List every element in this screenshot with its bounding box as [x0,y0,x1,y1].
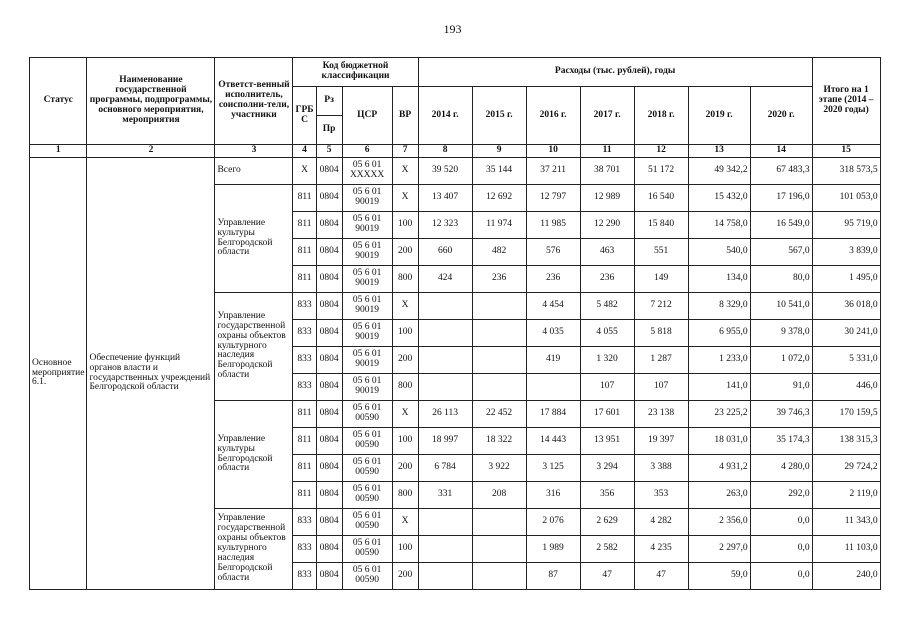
csr-cell: 05 6 01 00590 [342,563,392,590]
total-cell: 30 241,0 [812,320,880,347]
column-number-row [30,145,881,158]
vr-cell: 800 [392,266,418,293]
year-value-cell: 38 701 [580,158,634,185]
year-value-cell: 331 [418,482,472,509]
header-year-2016: 2016 г. [526,87,580,145]
grbs-cell: 833 [293,536,316,563]
year-value-cell: 419 [526,347,580,374]
year-value-cell: 236 [526,266,580,293]
year-value-cell: 17 884 [526,401,580,428]
year-value-cell: 149 [634,266,688,293]
rz-cell: 0804 [316,428,342,455]
measure-name-cell: Обеспечение функций органов власти и государственных учреждений Белгородской области [87,158,215,590]
year-value-cell: 4 280,0 [750,455,812,482]
year-value-cell [418,320,472,347]
total-cell: 29 724,2 [812,455,880,482]
header-rz: Рз [316,87,342,116]
year-value-cell: 19 397 [634,428,688,455]
grbs-cell: 833 [293,509,316,536]
year-value-cell: 11 974 [472,212,526,239]
header-year-2018: 2018 г. [634,87,688,145]
total-cell: 5 331,0 [812,347,880,374]
header-grbs: ГРБ С [293,87,316,145]
grbs-cell: 833 [293,347,316,374]
year-value-cell: 482 [472,239,526,266]
year-value-cell: 3 388 [634,455,688,482]
vr-cell: Х [392,401,418,428]
csr-cell: 05 6 01 00590 [342,536,392,563]
total-cell: 1 495,0 [812,266,880,293]
year-value-cell: 1 989 [526,536,580,563]
year-value-cell: 12 290 [580,212,634,239]
column-number: 12 [634,145,688,158]
year-value-cell: 12 692 [472,185,526,212]
grbs-cell: Х [293,158,316,185]
vr-cell: 100 [392,428,418,455]
header-executor: Ответст-венный исполнитель, соисполни-тели, участники [215,58,293,145]
year-value-cell: 236 [580,266,634,293]
year-value-cell: 22 452 [472,401,526,428]
year-value-cell: 107 [634,374,688,401]
year-value-cell: 35 144 [472,158,526,185]
year-value-cell: 424 [418,266,472,293]
year-value-cell [472,374,526,401]
year-value-cell: 2 629 [580,509,634,536]
total-cell: 95 719,0 [812,212,880,239]
year-value-cell [472,536,526,563]
total-cell: 11 343,0 [812,509,880,536]
year-value-cell: 15 432,0 [688,185,750,212]
year-value-cell: 353 [634,482,688,509]
header-kbk: Код бюджетной классификации [293,58,418,87]
header-year-2019: 2019 г. [688,87,750,145]
executor-culture: Управление культуры Белгородской области [215,185,293,293]
year-value-cell: 0,0 [750,536,812,563]
year-value-cell: 6 955,0 [688,320,750,347]
year-value-cell: 4 035 [526,320,580,347]
grbs-cell: 833 [293,320,316,347]
year-value-cell [418,563,472,590]
csr-cell: 05 6 01 ХХХХХ [342,158,392,185]
vr-cell: 100 [392,536,418,563]
header-name: Наименование государственной программы, подпрограммы, основного мероприятия, мероприятия [87,58,215,145]
total-cell: 318 573,5 [812,158,880,185]
year-value-cell [418,293,472,320]
header-year-2017: 2017 г. [580,87,634,145]
grbs-cell: 811 [293,401,316,428]
vr-cell: Х [392,509,418,536]
csr-cell: 05 6 01 90019 [342,185,392,212]
total-cell: 11 103,0 [812,536,880,563]
year-value-cell: 316 [526,482,580,509]
total-cell: 446,0 [812,374,880,401]
total-cell: 36 018,0 [812,293,880,320]
csr-cell: 05 6 01 90019 [342,293,392,320]
total-cell: 3 839,0 [812,239,880,266]
rz-cell: 0804 [316,563,342,590]
year-value-cell: 4 454 [526,293,580,320]
year-value-cell: 59,0 [688,563,750,590]
header-expenses: Расходы (тыс. рублей), годы [418,58,812,87]
year-value-cell: 2 076 [526,509,580,536]
year-value-cell: 107 [580,374,634,401]
year-value-cell: 576 [526,239,580,266]
header-csr: ЦСР [342,87,392,145]
year-value-cell: 11 985 [526,212,580,239]
table-row [30,158,881,185]
year-value-cell: 16 540 [634,185,688,212]
year-value-cell [526,374,580,401]
year-value-cell: 12 323 [418,212,472,239]
total-cell: 2 119,0 [812,482,880,509]
year-value-cell: 1 072,0 [750,347,812,374]
year-value-cell [418,536,472,563]
rz-cell: 0804 [316,293,342,320]
year-value-cell: 87 [526,563,580,590]
csr-cell: 05 6 01 90019 [342,239,392,266]
executor-heritage: Управление государственной охраны объектов культурного наследия Белгородской области [215,293,293,401]
year-value-cell: 12 989 [580,185,634,212]
year-value-cell: 67 483,3 [750,158,812,185]
year-value-cell: 8 329,0 [688,293,750,320]
year-value-cell: 47 [580,563,634,590]
year-value-cell: 292,0 [750,482,812,509]
rz-cell: 0804 [316,374,342,401]
csr-cell: 05 6 01 90019 [342,266,392,293]
year-value-cell: 13 951 [580,428,634,455]
grbs-cell: 833 [293,374,316,401]
year-value-cell: 91,0 [750,374,812,401]
executor-heritage: Управление государственной охраны объектов культурного наследия Белгородской области [215,509,293,590]
rz-cell: 0804 [316,239,342,266]
grbs-cell: 811 [293,428,316,455]
rz-cell: 0804 [316,320,342,347]
year-value-cell: 5 482 [580,293,634,320]
grbs-cell: 811 [293,266,316,293]
column-number: 10 [526,145,580,158]
total-cell: 138 315,3 [812,428,880,455]
year-value-cell: 14 443 [526,428,580,455]
column-number: 15 [812,145,880,158]
year-value-cell: 463 [580,239,634,266]
year-value-cell [472,347,526,374]
year-value-cell: 5 818 [634,320,688,347]
vr-cell: Х [392,293,418,320]
year-value-cell: 1 320 [580,347,634,374]
year-value-cell: 37 211 [526,158,580,185]
vr-cell: 100 [392,320,418,347]
header-year-2020: 2020 г. [750,87,812,145]
vr-cell: 800 [392,374,418,401]
executor-all: Всего [215,158,293,185]
year-value-cell: 4 282 [634,509,688,536]
vr-cell: 200 [392,239,418,266]
year-value-cell: 236 [472,266,526,293]
rz-cell: 0804 [316,158,342,185]
year-value-cell: 0,0 [750,563,812,590]
csr-cell: 05 6 01 00590 [342,455,392,482]
total-cell: 101 053,0 [812,185,880,212]
year-value-cell: 660 [418,239,472,266]
year-value-cell: 18 997 [418,428,472,455]
header-vr: ВР [392,87,418,145]
rz-cell: 0804 [316,266,342,293]
year-value-cell: 13 407 [418,185,472,212]
rz-cell: 0804 [316,509,342,536]
rz-cell: 0804 [316,185,342,212]
column-number: 3 [215,145,293,158]
year-value-cell: 6 784 [418,455,472,482]
grbs-cell: 811 [293,482,316,509]
csr-cell: 05 6 01 90019 [342,212,392,239]
year-value-cell: 26 113 [418,401,472,428]
year-value-cell: 134,0 [688,266,750,293]
total-cell: 170 159,5 [812,401,880,428]
year-value-cell [418,509,472,536]
year-value-cell: 17 601 [580,401,634,428]
vr-cell: 100 [392,212,418,239]
grbs-cell: 811 [293,455,316,482]
rz-cell: 0804 [316,347,342,374]
csr-cell: 05 6 01 00590 [342,482,392,509]
csr-cell: 05 6 01 90019 [342,320,392,347]
grbs-cell: 833 [293,563,316,590]
year-value-cell: 14 758,0 [688,212,750,239]
year-value-cell: 3 294 [580,455,634,482]
column-number: 2 [87,145,215,158]
year-value-cell: 39 520 [418,158,472,185]
column-number: 6 [342,145,392,158]
page-number: 193 [443,22,462,36]
vr-cell: 800 [392,482,418,509]
column-number: 13 [688,145,750,158]
year-value-cell: 3 125 [526,455,580,482]
year-value-cell: 35 174,3 [750,428,812,455]
column-number: 8 [418,145,472,158]
header-total: Итого на 1 этапе (2014 – 2020 годы) [812,58,880,145]
rz-cell: 0804 [316,536,342,563]
status-cell: Основное мероприятие 6.1. [30,158,87,590]
header-year-2015: 2015 г. [472,87,526,145]
year-value-cell: 2 297,0 [688,536,750,563]
year-value-cell: 2 582 [580,536,634,563]
year-value-cell: 23 225,2 [688,401,750,428]
column-number: 4 [293,145,316,158]
year-value-cell: 23 138 [634,401,688,428]
year-value-cell: 10 541,0 [750,293,812,320]
rz-cell: 0804 [316,455,342,482]
column-number: 14 [750,145,812,158]
year-value-cell: 4 055 [580,320,634,347]
grbs-cell: 811 [293,185,316,212]
rz-cell: 0804 [316,482,342,509]
header-status: Статус [30,58,87,145]
year-value-cell [472,563,526,590]
year-value-cell: 80,0 [750,266,812,293]
year-value-cell: 141,0 [688,374,750,401]
vr-cell: 200 [392,455,418,482]
grbs-cell: 811 [293,212,316,239]
grbs-cell: 833 [293,293,316,320]
column-number: 9 [472,145,526,158]
total-cell: 240,0 [812,563,880,590]
year-value-cell: 551 [634,239,688,266]
year-value-cell: 7 212 [634,293,688,320]
year-value-cell: 51 172 [634,158,688,185]
csr-cell: 05 6 01 00590 [342,428,392,455]
rz-cell: 0804 [316,401,342,428]
year-value-cell: 540,0 [688,239,750,266]
column-number: 1 [30,145,87,158]
year-value-cell: 1 233,0 [688,347,750,374]
year-value-cell [472,509,526,536]
vr-cell: 200 [392,347,418,374]
csr-cell: 05 6 01 00590 [342,509,392,536]
header-pr: Пр [316,116,342,145]
vr-cell: Х [392,158,418,185]
column-number: 5 [316,145,342,158]
year-value-cell: 15 840 [634,212,688,239]
year-value-cell: 0,0 [750,509,812,536]
vr-cell: 200 [392,563,418,590]
header-year-2014: 2014 г. [418,87,472,145]
year-value-cell: 18 031,0 [688,428,750,455]
year-value-cell [418,347,472,374]
year-value-cell: 12 797 [526,185,580,212]
year-value-cell [418,374,472,401]
year-value-cell: 9 378,0 [750,320,812,347]
year-value-cell: 4 235 [634,536,688,563]
year-value-cell: 17 196,0 [750,185,812,212]
year-value-cell: 263,0 [688,482,750,509]
year-value-cell: 567,0 [750,239,812,266]
year-value-cell: 1 287 [634,347,688,374]
grbs-cell: 811 [293,239,316,266]
budget-table [29,57,881,590]
year-value-cell [472,293,526,320]
rz-cell: 0804 [316,212,342,239]
year-value-cell [472,320,526,347]
year-value-cell: 47 [634,563,688,590]
csr-cell: 05 6 01 00590 [342,401,392,428]
year-value-cell: 18 322 [472,428,526,455]
executor-culture: Управление культуры Белгородской области [215,401,293,509]
year-value-cell: 3 922 [472,455,526,482]
csr-cell: 05 6 01 90019 [342,374,392,401]
column-number: 11 [580,145,634,158]
csr-cell: 05 6 01 90019 [342,347,392,374]
year-value-cell: 49 342,2 [688,158,750,185]
year-value-cell: 356 [580,482,634,509]
year-value-cell: 2 356,0 [688,509,750,536]
vr-cell: Х [392,185,418,212]
year-value-cell: 39 746,3 [750,401,812,428]
year-value-cell: 208 [472,482,526,509]
column-number: 7 [392,145,418,158]
year-value-cell: 4 931,2 [688,455,750,482]
year-value-cell: 16 549,0 [750,212,812,239]
